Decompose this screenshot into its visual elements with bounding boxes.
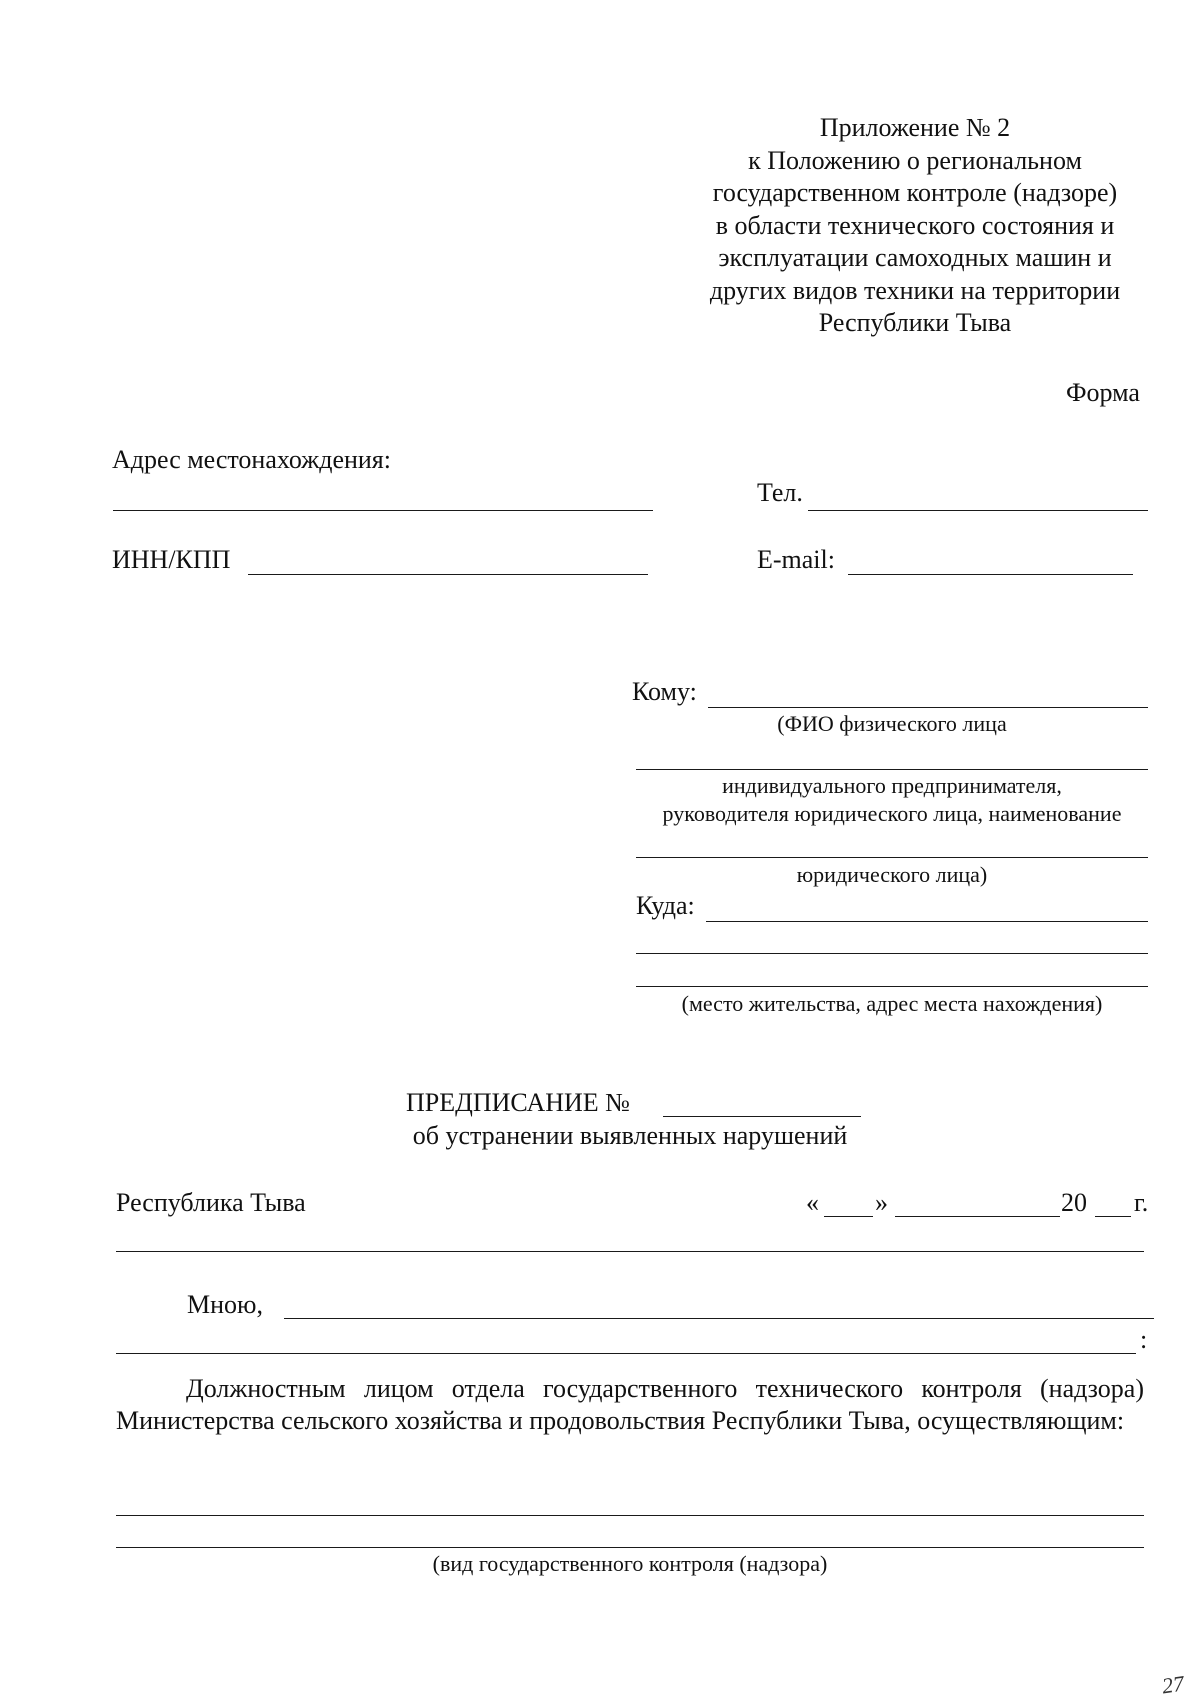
to-field-line-3[interactable]: [636, 857, 1148, 858]
to-caption: юридического лица): [796, 862, 988, 887]
date-year-suffix: г.: [1134, 1188, 1149, 1217]
to-caption: (ФИО физического лица: [777, 711, 1007, 736]
where-field-line-2[interactable]: [636, 953, 1148, 954]
address-label: Адрес местонахождения:: [112, 445, 391, 474]
appendix-line: других видов техники на территории: [709, 275, 1121, 305]
control-type-caption: (вид государственного контроля (надзора): [432, 1551, 828, 1576]
phone-label: Тел.: [757, 478, 803, 507]
by-me-label: Мною,: [187, 1290, 263, 1319]
to-field-line[interactable]: [708, 707, 1148, 708]
title-number-line[interactable]: [663, 1116, 861, 1117]
appendix-line: эксплуатации самоходных машин и: [718, 243, 1112, 272]
document-subtitle: об устранении выявленных нарушений: [412, 1121, 848, 1150]
appendix-line: Приложение № 2: [819, 113, 1011, 142]
email-field-line[interactable]: [848, 574, 1133, 575]
form-label: Форма: [1066, 378, 1140, 407]
appendix-line: государственном контроле (надзоре): [712, 178, 1118, 207]
date-day-line[interactable]: [824, 1216, 873, 1217]
inn-label: ИНН/КПП: [112, 545, 231, 574]
body-paragraph: [116, 1373, 1144, 1437]
appendix-line: к Положению о региональном: [748, 145, 1082, 175]
by-me-field-line-2[interactable]: [116, 1353, 1136, 1354]
to-caption: руководителя юридического лица, наименование: [662, 801, 1122, 826]
appendix-line: Республики Тыва: [818, 308, 1012, 337]
appendix-header: [650, 112, 1180, 340]
date-year-line[interactable]: [1095, 1216, 1131, 1217]
date-quote-close: »: [875, 1188, 888, 1217]
where-caption: (место жительства, адрес места нахождения): [681, 991, 1103, 1016]
by-me-field-line[interactable]: [284, 1318, 1154, 1319]
to-field-line-2[interactable]: [636, 769, 1148, 770]
place-label: Республика Тыва: [116, 1188, 306, 1217]
address-field-line[interactable]: [113, 510, 653, 511]
date-year-prefix: 20: [1061, 1188, 1087, 1217]
control-type-line-2[interactable]: [116, 1547, 1144, 1548]
where-label: Куда:: [636, 891, 695, 920]
to-caption: индивидуального предпринимателя,: [722, 773, 1062, 798]
date-month-line[interactable]: [895, 1216, 1060, 1217]
body-paragraph-text: Должностным лицом отдела государственного технического контроля (надзора) Министерства сельского хозяйства и продовольствия Республики Тыва, осуществляющим:: [116, 1374, 1144, 1435]
date-quote-open: «: [806, 1188, 819, 1217]
where-field-line-3[interactable]: [636, 986, 1148, 987]
where-field-line[interactable]: [706, 921, 1148, 922]
email-label: E-mail:: [757, 545, 835, 574]
appendix-line: в области технического состояния и: [715, 210, 1115, 240]
control-type-line[interactable]: [116, 1515, 1144, 1516]
by-me-end-mark: :: [1140, 1325, 1148, 1354]
inn-field-line[interactable]: [248, 574, 648, 575]
page-number: 27: [1160, 1670, 1186, 1699]
to-label: Кому:: [632, 677, 697, 706]
phone-field-line[interactable]: [808, 510, 1148, 511]
document-title: ПРЕДПИСАНИЕ №: [406, 1088, 630, 1117]
place-date-underline[interactable]: [116, 1251, 1144, 1252]
